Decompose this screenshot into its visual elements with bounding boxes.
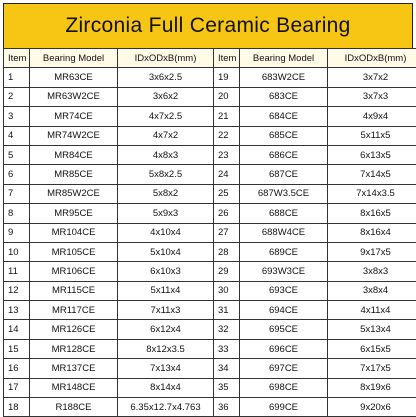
cell-dimensions: 6x15x5 <box>328 339 416 358</box>
cell-bearing-model: MR128CE <box>30 339 118 358</box>
cell-item: 20 <box>214 87 240 106</box>
cell-bearing-model: MR126CE <box>30 320 118 339</box>
cell-dimensions: 8x16x5 <box>328 204 416 223</box>
cell-dimensions: 3x6x2.5 <box>118 68 214 87</box>
cell-item: 14 <box>4 320 30 339</box>
cell-item: 4 <box>4 126 30 145</box>
table-row <box>4 87 416 106</box>
cell-dimensions: 6x10x3 <box>118 262 214 281</box>
cell-item: 7 <box>4 184 30 203</box>
header-dimensions: IDxODxB(mm) <box>118 49 214 68</box>
cell-dimensions: 4x11x4 <box>328 301 416 320</box>
cell-bearing-model: 686CE <box>240 145 328 164</box>
cell-bearing-model: MR106CE <box>30 262 118 281</box>
cell-bearing-model: 685CE <box>240 126 328 145</box>
table-row <box>4 320 416 339</box>
cell-item: 35 <box>214 378 240 397</box>
cell-bearing-model: MR74W2CE <box>30 126 118 145</box>
cell-dimensions: 9x17x5 <box>328 242 416 261</box>
cell-dimensions: 7x13x4 <box>118 359 214 378</box>
cell-bearing-model: MR95CE <box>30 204 118 223</box>
table-row <box>4 107 416 126</box>
cell-dimensions: 6x13x5 <box>328 145 416 164</box>
cell-item: 9 <box>4 223 30 242</box>
page-title: Zirconia Full Ceramic Bearing <box>3 3 413 48</box>
cell-bearing-model: 683CE <box>240 87 328 106</box>
cell-dimensions: 3x8x4 <box>328 281 416 300</box>
cell-bearing-model: 688CE <box>240 204 328 223</box>
table-row <box>4 204 416 223</box>
cell-bearing-model: MR63CE <box>30 68 118 87</box>
table-row <box>4 184 416 203</box>
cell-item: 2 <box>4 87 30 106</box>
table-header-row <box>4 49 416 68</box>
cell-bearing-model: 687CE <box>240 165 328 184</box>
cell-item: 15 <box>4 339 30 358</box>
cell-item: 10 <box>4 242 30 261</box>
cell-item: 36 <box>214 398 240 417</box>
cell-dimensions: 8x14x4 <box>118 378 214 397</box>
cell-dimensions: 8x12x3.5 <box>118 339 214 358</box>
cell-dimensions: 5x11x5 <box>328 126 416 145</box>
cell-dimensions: 5x10x4 <box>118 242 214 261</box>
cell-item: 8 <box>4 204 30 223</box>
table-row <box>4 165 416 184</box>
cell-dimensions: 7x11x3 <box>118 301 214 320</box>
cell-dimensions: 5x11x4 <box>118 281 214 300</box>
cell-bearing-model: 696CE <box>240 339 328 358</box>
cell-bearing-model: MR148CE <box>30 378 118 397</box>
table-row <box>4 281 416 300</box>
cell-bearing-model: 699CE <box>240 398 328 417</box>
cell-item: 16 <box>4 359 30 378</box>
cell-item: 26 <box>214 204 240 223</box>
cell-bearing-model: 683W2CE <box>240 68 328 87</box>
table-row <box>4 242 416 261</box>
cell-bearing-model: MR105CE <box>30 242 118 261</box>
cell-dimensions: 9x20x6 <box>328 398 416 417</box>
cell-dimensions: 4x10x4 <box>118 223 214 242</box>
table-row <box>4 262 416 281</box>
header-dimensions: IDxODxB(mm) <box>328 49 416 68</box>
cell-bearing-model: 693CE <box>240 281 328 300</box>
cell-item: 27 <box>214 223 240 242</box>
table-row <box>4 145 416 164</box>
cell-item: 34 <box>214 359 240 378</box>
cell-item: 21 <box>214 107 240 126</box>
cell-dimensions: 4x7x2 <box>118 126 214 145</box>
table-row <box>4 359 416 378</box>
cell-item: 32 <box>214 320 240 339</box>
cell-dimensions: 5x8x2.5 <box>118 165 214 184</box>
cell-dimensions: 6.35x12.7x4.763 <box>118 398 214 417</box>
cell-item: 13 <box>4 301 30 320</box>
cell-bearing-model: 687W3.5CE <box>240 184 328 203</box>
table-row <box>4 378 416 397</box>
cell-bearing-model: 688W4CE <box>240 223 328 242</box>
cell-dimensions: 4x8x3 <box>118 145 214 164</box>
cell-item: 5 <box>4 145 30 164</box>
cell-item: 12 <box>4 281 30 300</box>
cell-bearing-model: R188CE <box>30 398 118 417</box>
cell-bearing-model: 694CE <box>240 301 328 320</box>
header-item: Item <box>214 49 240 68</box>
cell-item: 6 <box>4 165 30 184</box>
cell-bearing-model: 697CE <box>240 359 328 378</box>
cell-dimensions: 3x7x2 <box>328 68 416 87</box>
table-row <box>4 126 416 145</box>
table-row <box>4 398 416 417</box>
table-body <box>4 68 416 417</box>
cell-bearing-model: MR63W2CE <box>30 87 118 106</box>
cell-bearing-model: MR84CE <box>30 145 118 164</box>
cell-dimensions: 7x14x5 <box>328 165 416 184</box>
cell-dimensions: 4x9x4 <box>328 107 416 126</box>
table-row <box>4 301 416 320</box>
cell-item: 24 <box>214 165 240 184</box>
cell-item: 11 <box>4 262 30 281</box>
cell-item: 3 <box>4 107 30 126</box>
cell-dimensions: 3x8x3 <box>328 262 416 281</box>
table-row <box>4 223 416 242</box>
cell-bearing-model: 684CE <box>240 107 328 126</box>
cell-dimensions: 3x6x2 <box>118 87 214 106</box>
cell-bearing-model: MR137CE <box>30 359 118 378</box>
cell-bearing-model: 693W3CE <box>240 262 328 281</box>
bearing-spec-sheet <box>3 3 413 413</box>
cell-dimensions: 6x12x4 <box>118 320 214 339</box>
cell-item: 19 <box>214 68 240 87</box>
cell-bearing-model: MR85CE <box>30 165 118 184</box>
cell-bearing-model: 698CE <box>240 378 328 397</box>
cell-dimensions: 5x9x3 <box>118 204 214 223</box>
cell-bearing-model: MR104CE <box>30 223 118 242</box>
cell-dimensions: 8x19x6 <box>328 378 416 397</box>
cell-dimensions: 3x7x3 <box>328 87 416 106</box>
cell-dimensions: 7x17x5 <box>328 359 416 378</box>
table-row <box>4 68 416 87</box>
cell-dimensions: 5x8x2 <box>118 184 214 203</box>
cell-item: 29 <box>214 262 240 281</box>
cell-item: 18 <box>4 398 30 417</box>
cell-bearing-model: MR74CE <box>30 107 118 126</box>
header-bearing-model: Bearing Model <box>240 49 328 68</box>
table-row <box>4 339 416 358</box>
cell-item: 30 <box>214 281 240 300</box>
cell-item: 28 <box>214 242 240 261</box>
cell-dimensions: 8x16x4 <box>328 223 416 242</box>
header-item: Item <box>4 49 30 68</box>
cell-dimensions: 5x13x4 <box>328 320 416 339</box>
cell-dimensions: 4x7x2.5 <box>118 107 214 126</box>
cell-bearing-model: MR117CE <box>30 301 118 320</box>
cell-item: 33 <box>214 339 240 358</box>
bearing-table <box>3 48 416 417</box>
cell-bearing-model: 695CE <box>240 320 328 339</box>
cell-bearing-model: 689CE <box>240 242 328 261</box>
cell-bearing-model: MR85W2CE <box>30 184 118 203</box>
header-bearing-model: Bearing Model <box>30 49 118 68</box>
cell-item: 17 <box>4 378 30 397</box>
cell-bearing-model: MR115CE <box>30 281 118 300</box>
cell-item: 25 <box>214 184 240 203</box>
cell-item: 1 <box>4 68 30 87</box>
cell-item: 22 <box>214 126 240 145</box>
cell-item: 31 <box>214 301 240 320</box>
cell-dimensions: 7x14x3.5 <box>328 184 416 203</box>
cell-item: 23 <box>214 145 240 164</box>
